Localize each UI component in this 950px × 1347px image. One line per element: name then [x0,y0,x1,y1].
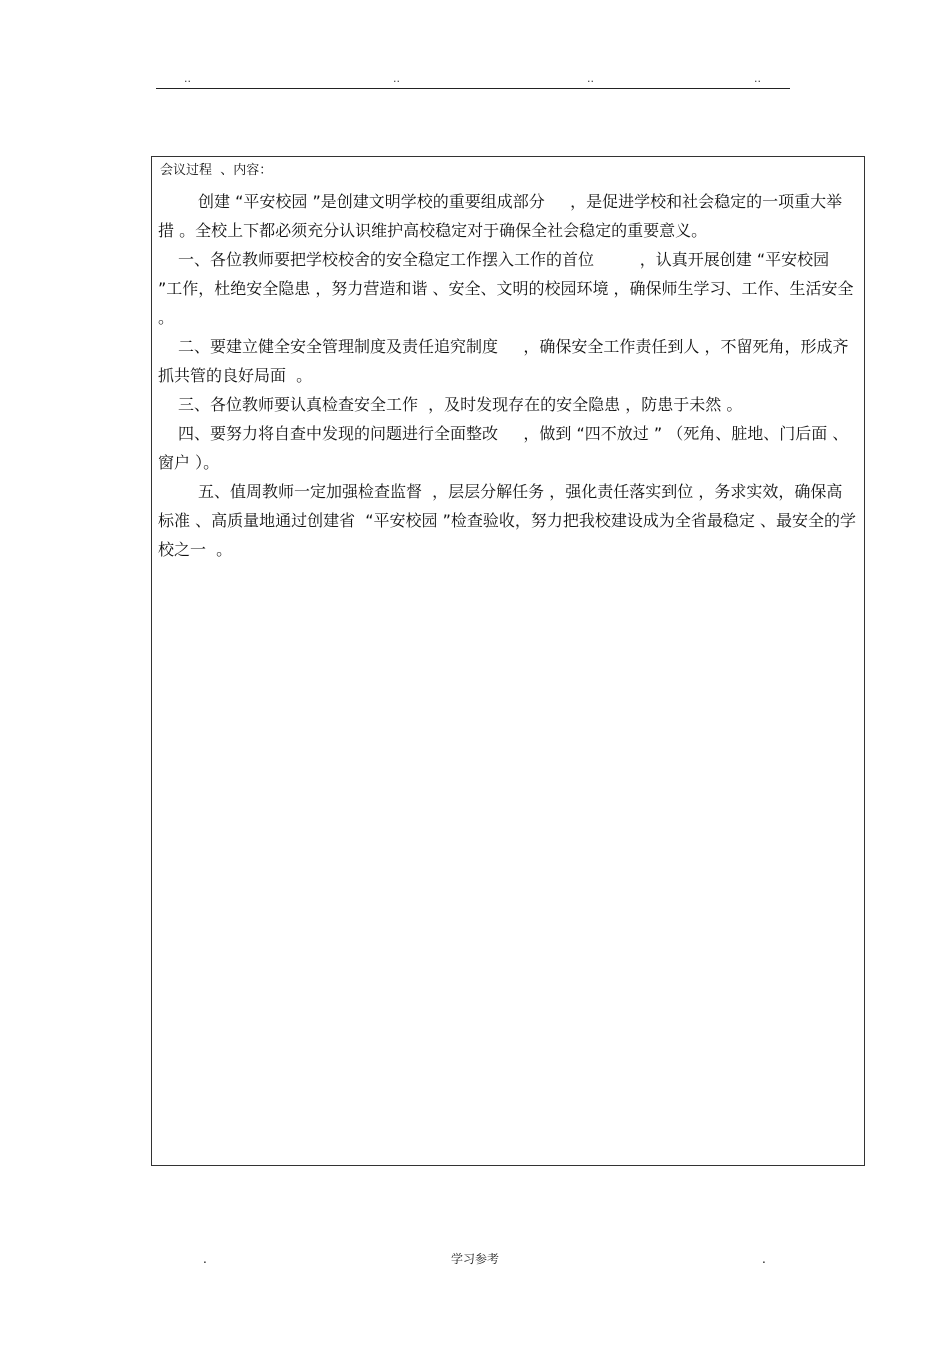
item-paragraph-4: 四、要努力将自查中发现的问题进行全面整改 ，做到 “四不放过 ” （死角、脏地、门后面 、窗户 ）。 [158,424,849,472]
item-paragraph-5: 五、值周教师一定加强检查监督 ，层层分解任务 ，强化责任落实到位 ，务求实效，确保高标准 、高质量地通过创建省 “平安校园 ”检查验收，努力把我校建设成为全省最稳定 、最安全的学校之一 。 [158,482,857,559]
minutes-body [158,187,859,564]
header-mark: .. [587,72,594,85]
header-mark: .. [754,72,761,85]
header-mark: .. [184,72,191,85]
section-label: 会议过程 、内容： [160,163,273,178]
minutes-content-box [151,156,865,1166]
footer-right-mark: . [762,1252,766,1266]
intro-paragraph: 创建 “平安校园 ”是创建文明学校的重要组成部分 ，是促进学校和社会稳定的一项重大举措 。全校上下都必须充分认识维护高校稳定对于确保全社会稳定的重要意义。 [158,192,843,240]
item-paragraph-2: 二、要建立健全安全管理制度及责任追究制度 ，确保安全工作责任到人 ，不留死角，形成齐抓共管的良好局面 。 [158,337,849,385]
header-rule [156,88,790,89]
header-mark: .. [393,72,400,85]
item-paragraph-1: 一、各位教师要把学校校舍的安全稳定工作摆入工作的首位 ，认真开展创建 “平安校园 ”工作，杜绝安全隐患 ，努力营造和谐 、安全、文明的校园环境 ，确保师生学习、工作、生活安全 。 [158,250,859,327]
footer-left-mark: . [203,1252,207,1266]
item-paragraph-3: 三、各位教师要认真检查安全工作 ，及时发现存在的安全隐患 ，防患于未然 。 [178,395,743,414]
footer-label: 学习参考 [450,1252,499,1266]
